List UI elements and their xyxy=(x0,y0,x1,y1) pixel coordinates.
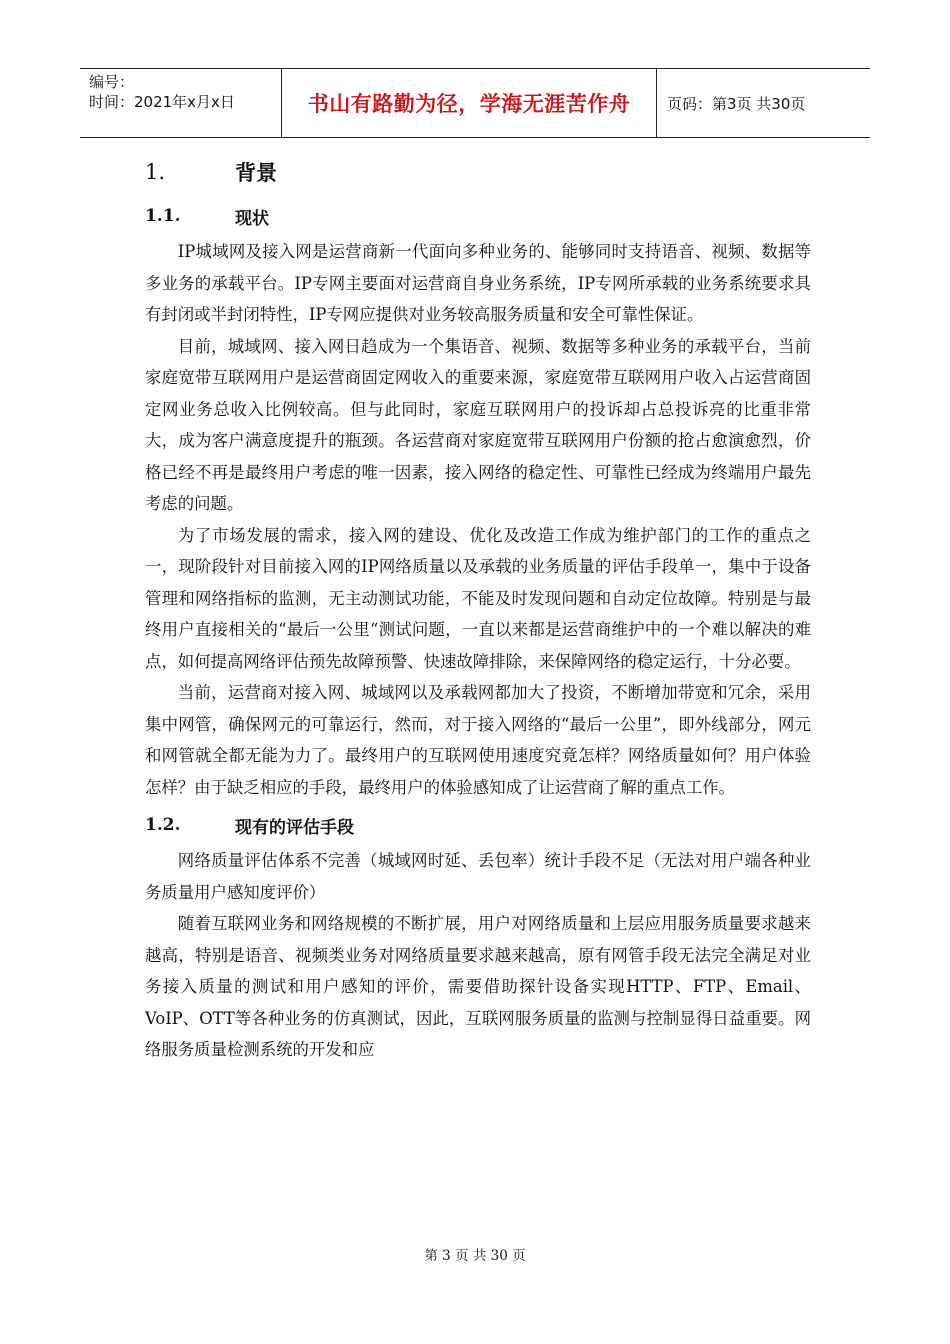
section-heading-1 xyxy=(145,150,811,194)
section-number: 1. xyxy=(145,160,166,184)
page-footer: 第 3 页 共 30 页 xyxy=(424,1248,526,1264)
document-body xyxy=(145,150,811,1066)
header-page-info: 页码：第3页 共30页 xyxy=(667,94,806,113)
doc-number-label: 编号： xyxy=(89,73,135,91)
paragraph: 目前，城域网、接入网日趋成为一个集语音、视频、数据等多种业务的承载平台，当前家庭宽带互联网用户是运营商固定网收入的重要来源，家庭宽带互联网用户收入占运营商固定网业务总收入比例较高。但与此同时，家庭互联网用户的投诉却占总投诉亮的比重非常大，成为客户满意度提升的瓶颈。各运营商对家庭宽带互联网用户份额的抢占愈演愈烈，价格已经不再是最终用户考虑的唯一因素，接入网络的稳定性、可靠性已经成为终端用户最先考虑的问题。 xyxy=(145,336,811,513)
section-heading-1-2 xyxy=(145,805,811,845)
section-title: 背景 xyxy=(235,160,277,185)
section-number: 1.2. xyxy=(145,815,181,835)
paragraph: 为了市场发展的需求，接入网的建设、优化及改造工作成为维护部门的工作的重点之一，现阶段针对目前接入网的IP网络质量以及承载的业务质量的评估手段单一，集中于设备管理和网络指标的监测，无主动测试功能，不能及时发现问题和自动定位故障。特别是与最终用户直接相关的“最后一公里“测试问题，一直以来都是运营商维护中的一个难以解决的难点，如何提高网络评估预先故障预警、快速故障排除，来保障网络的稳定运行，十分必要。 xyxy=(145,525,811,671)
doc-date: 时间：2021年x月x日 xyxy=(89,93,235,111)
section-title: 现状 xyxy=(235,208,269,229)
section-number: 1.1. xyxy=(145,206,181,226)
paragraph: IP城域网及接入网是运营商新一代面向多种业务的、能够同时支持语音、视频、数据等多业务的承载平台。IP专网主要面对运营商自身业务系统，IP专网所承载的业务系统要求具有封闭或半封闭特性，IP专网应提供对业务较高服务质量和安全可靠性保证。 xyxy=(145,242,811,324)
header-meta xyxy=(80,69,282,137)
paragraph: 当前，运营商对接入网、城域网以及承载网都加大了投资，不断增加带宽和冗余，采用集中网管，确保网元的可靠运行，然而，对于接入网络的“最后一公里”，即外线部分，网元和网管就全都无能为力了。最终用户的互联网使用速度究竟怎样？网络质量如何？用户体验怎样？由于缺乏相应的手段，最终用户的体验感知成了让运营商了解的重点工作。 xyxy=(145,683,811,797)
paragraph: 网络质量评估体系不完善（城域网时延、丢包率）统计手段不足（无法对用户端各种业务质量用户感知度评价） xyxy=(145,851,811,902)
paragraph: 随着互联网业务和网络规模的不断扩展，用户对网络质量和上层应用服务质量要求越来越高，特别是语音、视频类业务对网络质量要求越来越高，原有网管手段无法完全满足对业务接入质量的测试和用户感知的评价，需要借助探针设备实现HTTP、FTP、Email、VoIP、OTT等各种业务的仿真测试，因此，互联网服务质量的监测与控制显得日益重要。网络服务质量检测系统的开发和应 xyxy=(145,914,811,1059)
section-title: 现有的评估手段 xyxy=(235,817,354,838)
header-motto: 书山有路勤为径，学海无涯苦作舟 xyxy=(282,69,657,137)
page-header xyxy=(80,68,870,138)
section-heading-1-1 xyxy=(145,196,811,236)
